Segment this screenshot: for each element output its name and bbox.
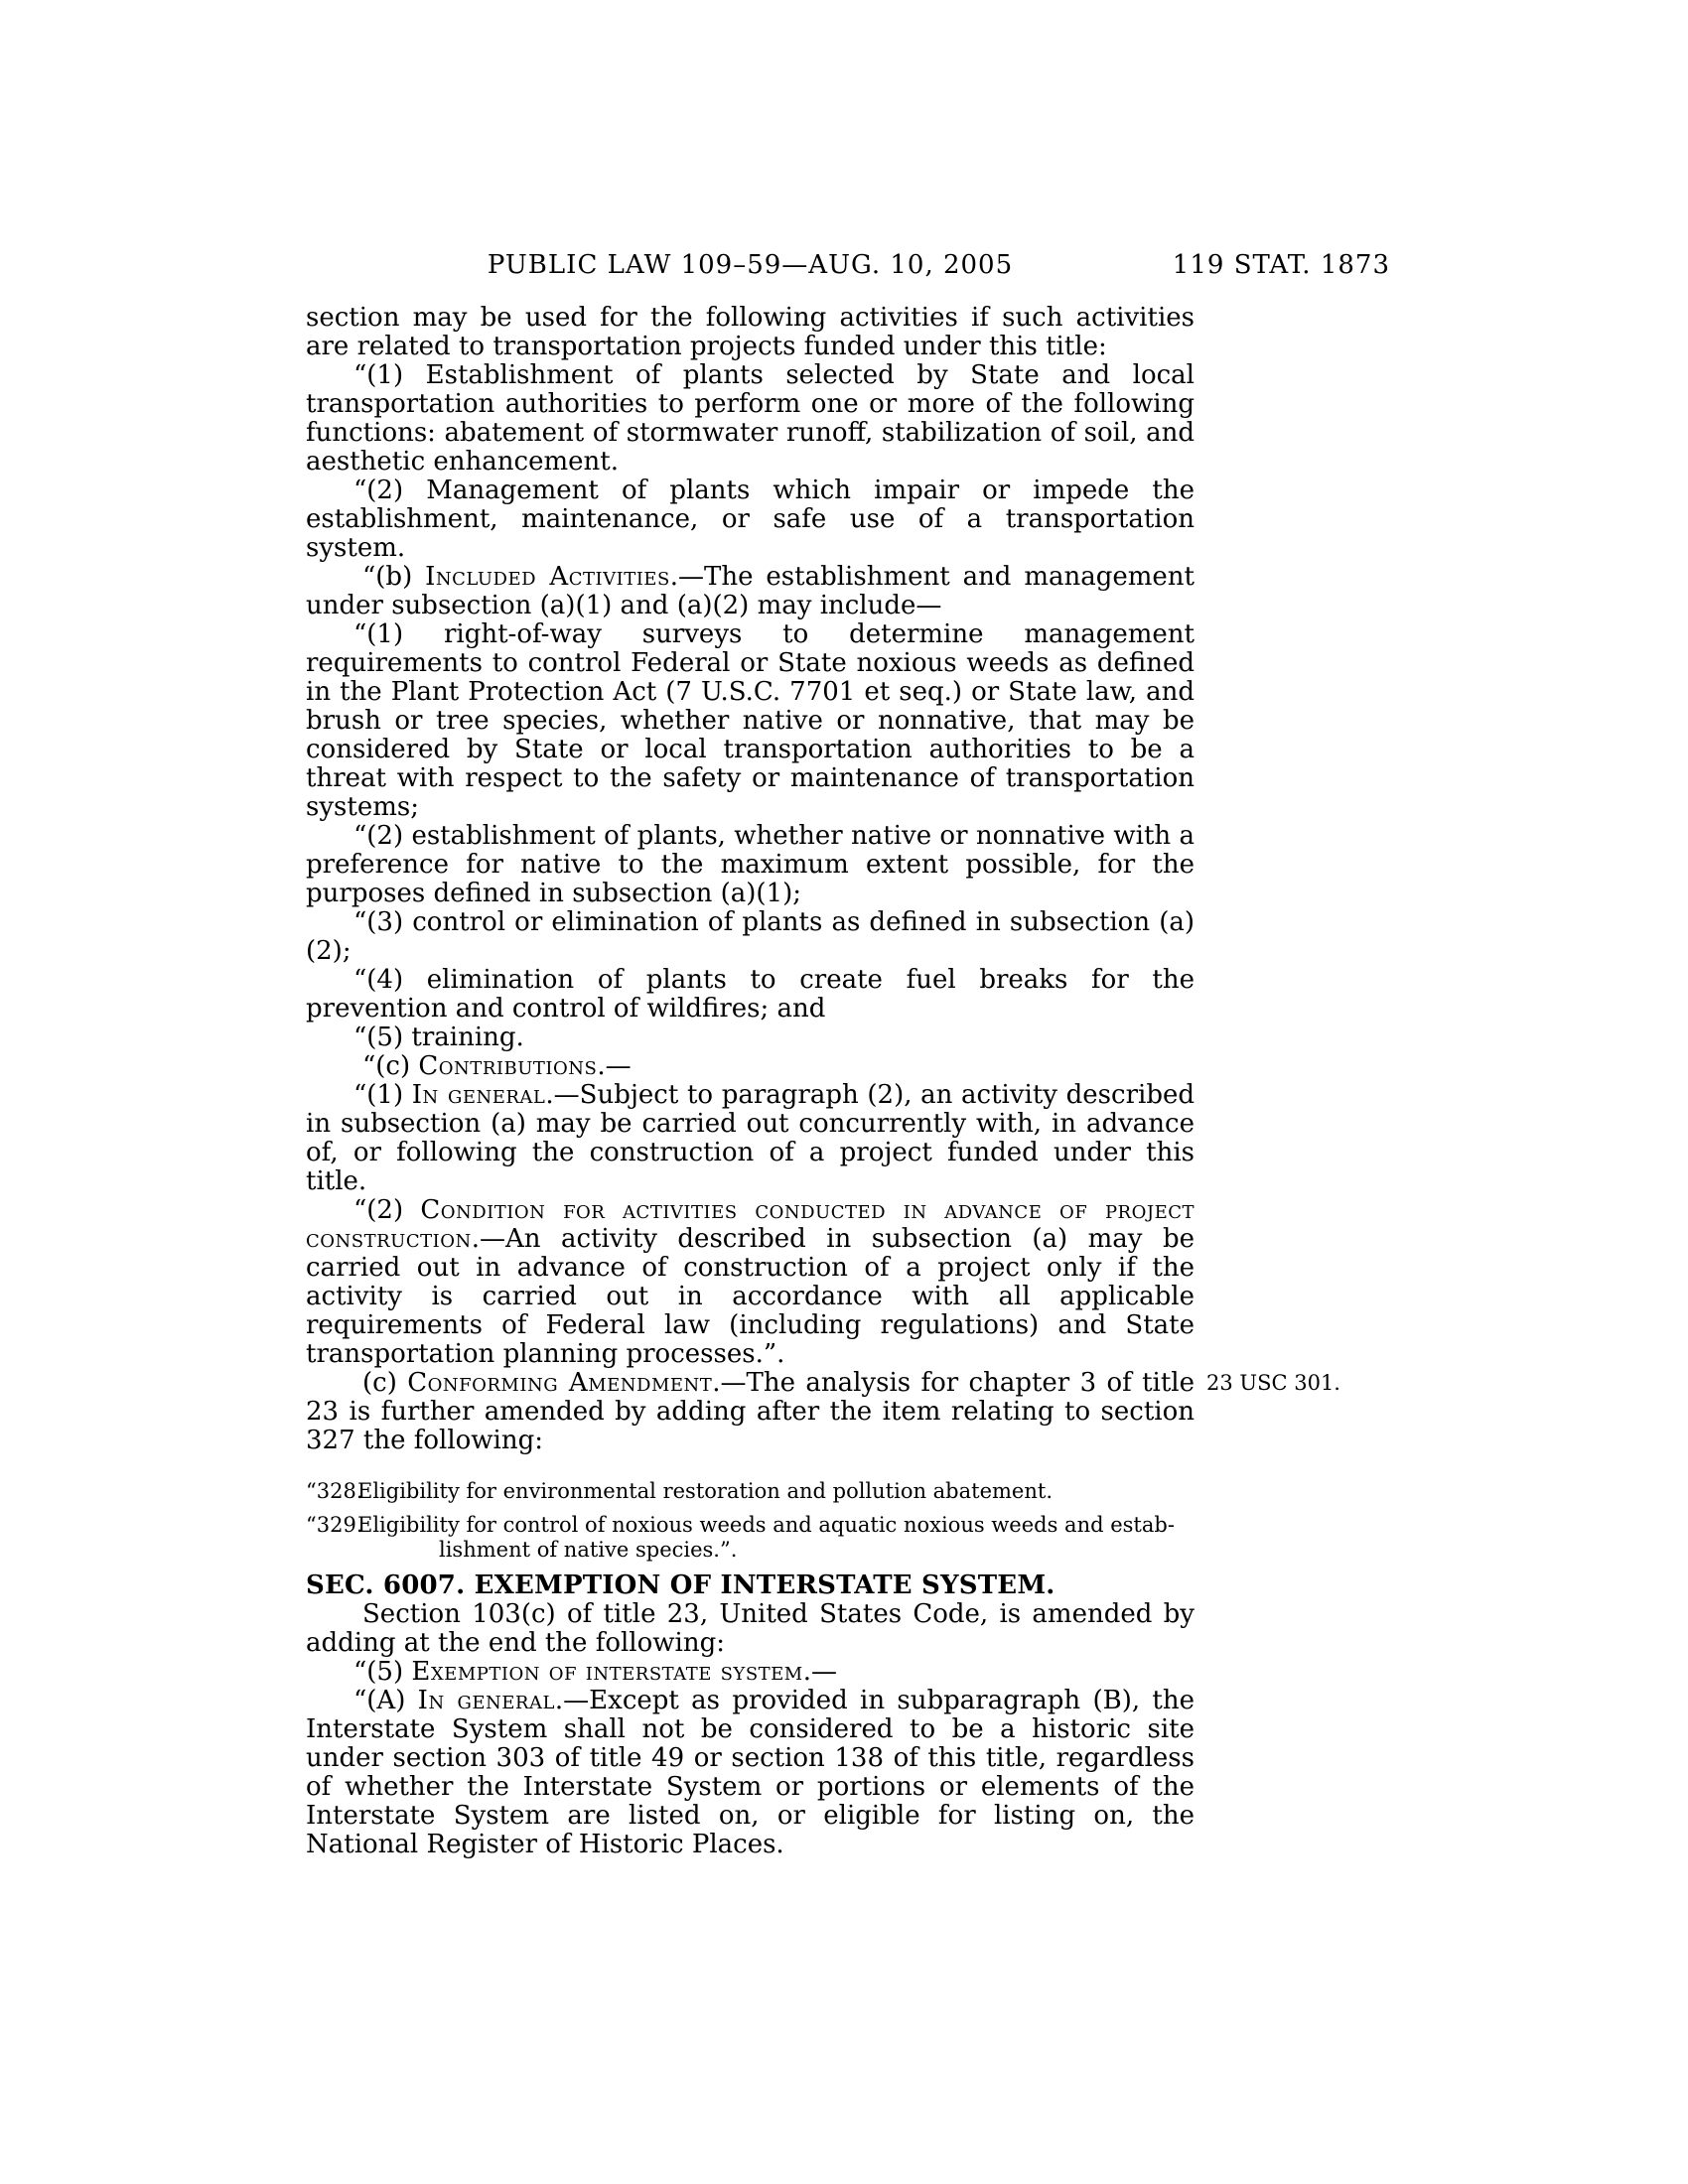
paragraph-c-pre: “(c)	[362, 1051, 419, 1081]
paragraph-b-2: “(2) establishment of plants, whether native or nonnative with a preference for native to the maximum extent possible, for the purposes defined in subsection (a)(1);	[306, 821, 1195, 908]
paragraph-b-pre: “(b)	[362, 562, 426, 592]
paragraph-conforming-pre: (c)	[362, 1368, 408, 1398]
paragraph-a-1: “(1) Establishment of plants selected by State and local transportation authorities to perform one or more of the following functions: abatement of stormwater runoff, stabilization of soil, and aesthetic enhancement.	[306, 360, 1195, 477]
paragraph-c-2-condition	[306, 1196, 1195, 1369]
paragraph-5A-heading: In general	[417, 1686, 555, 1715]
paragraph-c-contributions	[306, 1052, 1195, 1081]
analysis-entry-329-line1: Eligibility for control of noxious weeds and aquatic noxious weeds and estab-	[357, 1513, 1175, 1537]
paragraph-intro-continuation: section may be used for the following activities if such activities are related to transportation projects funded under this title:	[306, 303, 1195, 361]
document-body	[306, 303, 1340, 1859]
paragraph-c-1-in-general	[306, 1081, 1195, 1196]
paragraph-a-2: “(2) Management of plants which impair or impede the establishment, maintenance, or safe use of a transportation system.	[306, 476, 1195, 563]
analysis-entry-328-number: “328.	[306, 1479, 363, 1503]
analysis-entry-329-line2: lishment of native species.”.	[439, 1538, 738, 1562]
paragraph-c2-post: .—An activity described in subsection (a) may be carried out in advance of construction of a project only if the activity is carried out in accordance with all applicable requirements of Federal law (including regulations) and State transportation planning processes.”.	[306, 1224, 1195, 1369]
paragraph-b-heading: Included Activities	[425, 562, 670, 592]
paragraph-b-post: .—The establishment and management under subsection (a)(1) and (a)(2) may include—	[306, 562, 1195, 620]
paragraph-5-post: .—	[802, 1657, 837, 1687]
paragraph-5-pre: “(5)	[353, 1657, 412, 1687]
paragraph-b-4: “(4) elimination of plants to create fuel breaks for the prevention and control of wildfires; and	[306, 965, 1195, 1024]
paragraph-5A-in-general	[306, 1687, 1195, 1859]
analysis-entry-328-text: Eligibility for environmental restoration and pollution abatement.	[357, 1479, 1053, 1503]
paragraph-b-included-activities	[306, 563, 1195, 620]
running-header-title: PUBLIC LAW 109–59—AUG. 10, 2005	[487, 250, 1014, 280]
paragraph-5-heading: Exemption of interstate system	[411, 1657, 803, 1687]
paragraph-sec6007-intro: Section 103(c) of title 23, United States Code, is amended by adding at the end the following:	[306, 1599, 1195, 1658]
analysis-entry-328	[306, 1479, 1195, 1504]
paragraph-c1-heading: In general	[411, 1080, 546, 1110]
stat-page-number: 119 STAT. 1873	[1172, 250, 1390, 280]
margin-note: 23 USC 301.	[1206, 1371, 1340, 1395]
paragraph-b-5: “(5) training.	[353, 1023, 524, 1052]
analysis-entry-329-number: “329.	[306, 1513, 363, 1537]
paragraph-5A-pre: “(A)	[353, 1686, 418, 1715]
paragraph-b-3: “(3) control or elimination of plants as defined in subsection (a)(2);	[306, 907, 1195, 966]
paragraph-b-1: “(1) right-of-way surveys to determine management requirements to control Federal or State noxious weeds as defined in the Plant Protection Act (7 U.S.C. 7701 et seq.) or State law, and brush or tree species, whether native or nonnative, that may be considered by State or local transportation authorities to be a threat with respect to the safety or maintenance of transportation systems;	[306, 619, 1195, 822]
paragraph-c1-post: .—Subject to paragraph (2), an activity described in subsection (a) may be carried out concurrently with, in advance of, or following the construction of a project funded under this title.	[306, 1080, 1196, 1196]
paragraph-5A-post: .—Except as provided in subparagraph (B), the Interstate System shall not be considered to be a historic site under section 303 of title 49 or section 138 of this title, regardless of whether the Interstate System or portions or elements of the Interstate System are listed on, or eligible for listing on, the National Register of Historic Places.	[306, 1686, 1196, 1859]
analysis-entry-329	[306, 1513, 1195, 1563]
paragraph-conforming-amendment	[306, 1368, 1340, 1455]
chapter-analysis-block	[306, 1479, 1195, 1563]
paragraph-c-post: .—	[597, 1051, 632, 1081]
section-heading-6007: SEC. 6007. EXEMPTION OF INTERSTATE SYSTEM.	[306, 1570, 1055, 1600]
paragraph-c2-heading: Condition for activities conducted in advance of project construction	[306, 1195, 1195, 1254]
paragraph-c2-pre: “(2)	[353, 1195, 421, 1225]
paragraph-conforming-heading: Conforming Amendment	[407, 1368, 713, 1398]
paragraph-c-heading: Contributions	[418, 1051, 598, 1081]
paragraph-conforming-post: .—The analysis for chapter 3 of title 23 is further amended by adding after the item relating to section 327 the following:	[306, 1368, 1195, 1455]
paragraph-5-exemption-heading	[306, 1658, 1195, 1687]
paragraph-c1-pre: “(1)	[353, 1080, 412, 1110]
